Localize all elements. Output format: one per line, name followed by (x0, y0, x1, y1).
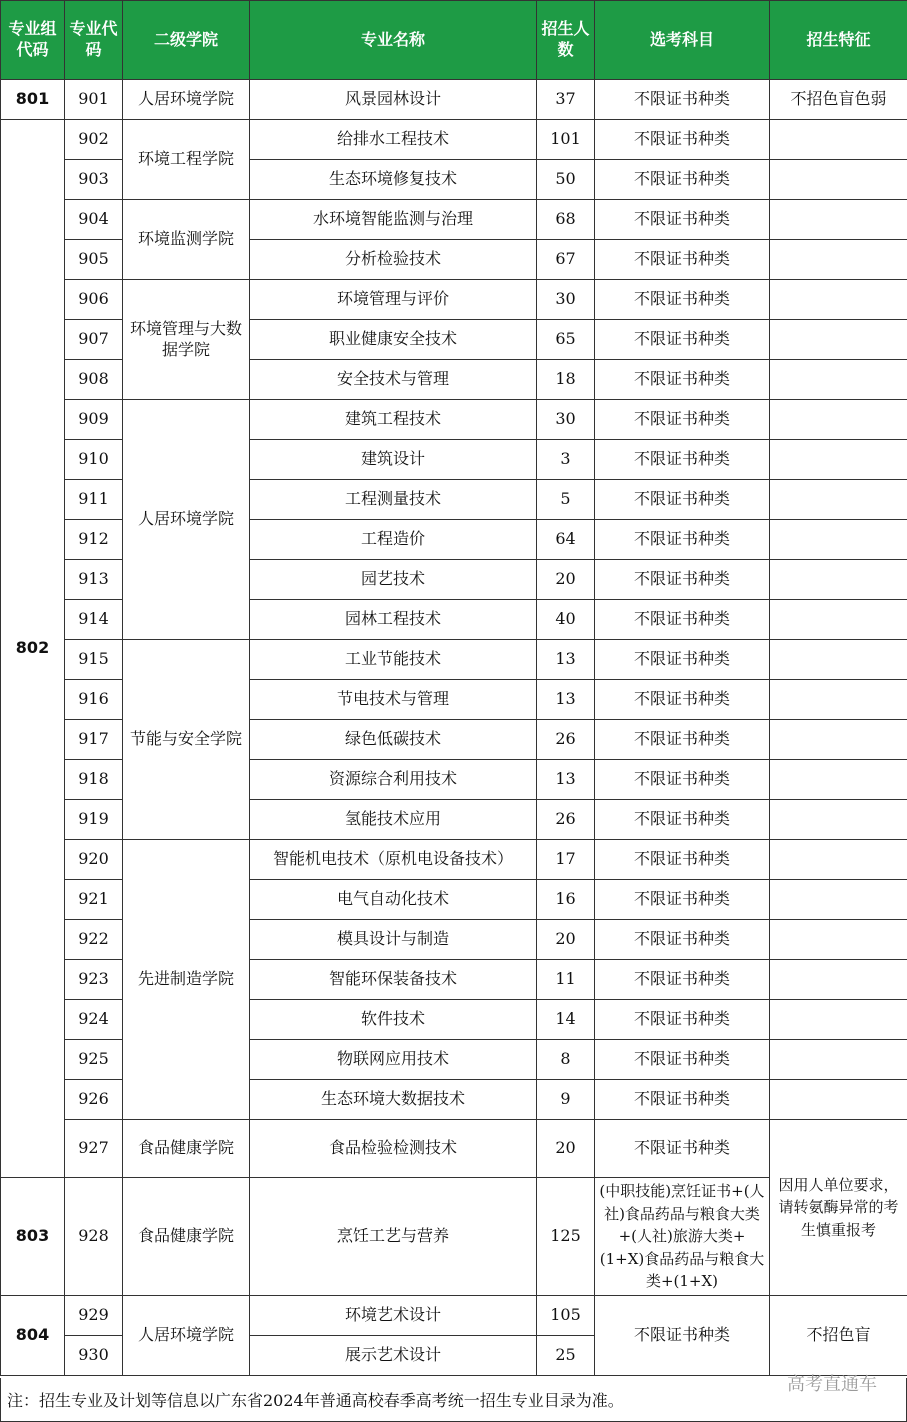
enrollment: 8 (537, 1040, 595, 1080)
feature (770, 320, 907, 360)
enrollment: 9 (537, 1080, 595, 1120)
enrollment: 30 (537, 280, 595, 320)
major-name: 职业健康安全技术 (250, 320, 537, 360)
major-name: 模具设计与制造 (250, 920, 537, 960)
feature (770, 560, 907, 600)
header-group-code: 专业组代码 (1, 1, 65, 80)
major-code: 925 (65, 1040, 123, 1080)
major-code: 907 (65, 320, 123, 360)
enrollment: 16 (537, 880, 595, 920)
major-name: 建筑工程技术 (250, 400, 537, 440)
major-name: 生态环境修复技术 (250, 160, 537, 200)
major-code: 922 (65, 920, 123, 960)
feature (770, 400, 907, 440)
feature (770, 600, 907, 640)
subject: 不限证书种类 (595, 1040, 770, 1080)
major-code: 924 (65, 1000, 123, 1040)
subject: 不限证书种类 (595, 240, 770, 280)
feature (770, 760, 907, 800)
major-name: 分析检验技术 (250, 240, 537, 280)
major-name: 烹饪工艺与营养 (250, 1178, 537, 1296)
feature: 不招色盲色弱 (770, 80, 907, 120)
feature (770, 520, 907, 560)
subject: 不限证书种类 (595, 1080, 770, 1120)
feature (770, 240, 907, 280)
enrollment: 11 (537, 960, 595, 1000)
major-name: 水环境智能监测与治理 (250, 200, 537, 240)
college: 食品健康学院 (123, 1178, 250, 1296)
feature (770, 720, 907, 760)
college: 环境管理与大数据学院 (123, 280, 250, 400)
feature (770, 120, 907, 160)
major-code: 903 (65, 160, 123, 200)
subject: 不限证书种类 (595, 280, 770, 320)
major-name: 物联网应用技术 (250, 1040, 537, 1080)
major-name: 工程测量技术 (250, 480, 537, 520)
major-name: 园林工程技术 (250, 600, 537, 640)
header-feature: 招生特征 (770, 1, 907, 80)
major-code: 909 (65, 400, 123, 440)
major-code: 904 (65, 200, 123, 240)
major-code: 926 (65, 1080, 123, 1120)
major-name: 园艺技术 (250, 560, 537, 600)
enrollment: 13 (537, 680, 595, 720)
major-name: 工程造价 (250, 520, 537, 560)
subject: 不限证书种类 (595, 880, 770, 920)
group-code: 802 (1, 120, 65, 1178)
feature (770, 480, 907, 520)
subject: 不限证书种类 (595, 1000, 770, 1040)
major-code: 906 (65, 280, 123, 320)
enrollment: 101 (537, 120, 595, 160)
major-name: 电气自动化技术 (250, 880, 537, 920)
subject: 不限证书种类 (595, 360, 770, 400)
feature (770, 1000, 907, 1040)
enrollment: 64 (537, 520, 595, 560)
footnote: 注：招生专业及计划等信息以广东省2024年普通高校春季高考统一招生专业目录为准。 (0, 1378, 907, 1422)
feature (770, 1080, 907, 1120)
enrollment: 65 (537, 320, 595, 360)
major-code: 910 (65, 440, 123, 480)
major-code: 902 (65, 120, 123, 160)
enrollment: 105 (537, 1296, 595, 1336)
college: 食品健康学院 (123, 1120, 250, 1178)
major-code: 901 (65, 80, 123, 120)
subject: 不限证书种类 (595, 560, 770, 600)
table-row (1, 80, 907, 120)
table-row (1, 280, 907, 320)
enrollment: 13 (537, 760, 595, 800)
major-code: 918 (65, 760, 123, 800)
major-code: 928 (65, 1178, 123, 1296)
subject: 不限证书种类 (595, 520, 770, 560)
major-code: 930 (65, 1336, 123, 1376)
subject: 不限证书种类 (595, 80, 770, 120)
feature (770, 840, 907, 880)
feature (770, 960, 907, 1000)
major-code: 919 (65, 800, 123, 840)
feature (770, 800, 907, 840)
enrollment: 13 (537, 640, 595, 680)
feature (770, 880, 907, 920)
major-code: 905 (65, 240, 123, 280)
major-name: 生态环境大数据技术 (250, 1080, 537, 1120)
major-name: 风景园林设计 (250, 80, 537, 120)
subject: 不限证书种类 (595, 640, 770, 680)
major-name: 建筑设计 (250, 440, 537, 480)
subject: 不限证书种类 (595, 720, 770, 760)
feature (770, 640, 907, 680)
feature (770, 360, 907, 400)
major-name: 绿色低碳技术 (250, 720, 537, 760)
group-code: 801 (1, 80, 65, 120)
enrollment: 50 (537, 160, 595, 200)
table-row (1, 640, 907, 680)
header-college: 二级学院 (123, 1, 250, 80)
college: 环境监测学院 (123, 200, 250, 280)
major-code: 914 (65, 600, 123, 640)
feature (770, 200, 907, 240)
header-enrollment: 招生人数 (537, 1, 595, 80)
college: 人居环境学院 (123, 400, 250, 640)
enrollment: 18 (537, 360, 595, 400)
feature (770, 920, 907, 960)
major-code: 920 (65, 840, 123, 880)
major-code: 912 (65, 520, 123, 560)
subject: 不限证书种类 (595, 600, 770, 640)
subject: 不限证书种类 (595, 840, 770, 880)
enrollment: 3 (537, 440, 595, 480)
major-name: 智能机电技术（原机电设备技术） (250, 840, 537, 880)
enrollment: 20 (537, 560, 595, 600)
subject: 不限证书种类 (595, 800, 770, 840)
major-name: 氢能技术应用 (250, 800, 537, 840)
major-name: 工业节能技术 (250, 640, 537, 680)
table-row (1, 120, 907, 160)
college: 环境工程学院 (123, 120, 250, 200)
major-code: 923 (65, 960, 123, 1000)
feature (770, 440, 907, 480)
enrollment: 20 (537, 920, 595, 960)
feature (770, 1040, 907, 1080)
enrollment: 17 (537, 840, 595, 880)
subject: 不限证书种类 (595, 920, 770, 960)
group-code: 803 (1, 1178, 65, 1296)
major-name: 资源综合利用技术 (250, 760, 537, 800)
enrollment: 40 (537, 600, 595, 640)
table-row (1, 1296, 907, 1336)
subject: 不限证书种类 (595, 320, 770, 360)
feature (770, 280, 907, 320)
table-row (1, 400, 907, 440)
major-name: 软件技术 (250, 1000, 537, 1040)
enrollment: 26 (537, 800, 595, 840)
feature: 不招色盲 (770, 1296, 907, 1376)
subject: 不限证书种类 (595, 160, 770, 200)
college: 节能与安全学院 (123, 640, 250, 840)
feature: 因用人单位要求，请转氨酶异常的考生慎重报考 (770, 1120, 907, 1296)
subject: 不限证书种类 (595, 400, 770, 440)
major-code: 927 (65, 1120, 123, 1178)
enrollment: 37 (537, 80, 595, 120)
subject: 不限证书种类 (595, 680, 770, 720)
header-major-code: 专业代码 (65, 1, 123, 80)
enrollment: 68 (537, 200, 595, 240)
subject: 不限证书种类 (595, 200, 770, 240)
enrollment: 25 (537, 1336, 595, 1376)
major-name: 环境管理与评价 (250, 280, 537, 320)
major-name: 展示艺术设计 (250, 1336, 537, 1376)
enrollment: 5 (537, 480, 595, 520)
subject: 不限证书种类 (595, 440, 770, 480)
major-name: 食品检验检测技术 (250, 1120, 537, 1178)
major-code: 911 (65, 480, 123, 520)
header-row (1, 1, 907, 80)
major-code: 921 (65, 880, 123, 920)
group-code: 804 (1, 1296, 65, 1376)
major-code: 908 (65, 360, 123, 400)
header-subject: 选考科目 (595, 1, 770, 80)
table-row (1, 840, 907, 880)
major-code: 916 (65, 680, 123, 720)
major-name: 给排水工程技术 (250, 120, 537, 160)
enrollment: 125 (537, 1178, 595, 1296)
subject: 不限证书种类 (595, 960, 770, 1000)
enrollment: 30 (537, 400, 595, 440)
college: 人居环境学院 (123, 1296, 250, 1376)
table-row (1, 1120, 907, 1178)
major-name: 安全技术与管理 (250, 360, 537, 400)
header-major-name: 专业名称 (250, 1, 537, 80)
enrollment: 67 (537, 240, 595, 280)
enrollment: 20 (537, 1120, 595, 1178)
watermark: 高考直通车 (787, 1374, 877, 1395)
subject: 不限证书种类 (595, 1296, 770, 1376)
college: 先进制造学院 (123, 840, 250, 1120)
major-code: 913 (65, 560, 123, 600)
subject: 不限证书种类 (595, 120, 770, 160)
enrollment: 26 (537, 720, 595, 760)
subject: 不限证书种类 (595, 480, 770, 520)
major-code: 917 (65, 720, 123, 760)
major-name: 智能环保装备技术 (250, 960, 537, 1000)
subject: 不限证书种类 (595, 1120, 770, 1178)
major-code: 915 (65, 640, 123, 680)
major-code: 929 (65, 1296, 123, 1336)
college: 人居环境学院 (123, 80, 250, 120)
major-name: 节电技术与管理 (250, 680, 537, 720)
major-name: 环境艺术设计 (250, 1296, 537, 1336)
subject: (中职技能)烹饪证书+(人社)食品药品与粮食大类+(人社)旅游大类+(1+X)食品药品与粮食大类+(1+X) (595, 1178, 770, 1296)
feature (770, 160, 907, 200)
table-row (1, 200, 907, 240)
subject: 不限证书种类 (595, 760, 770, 800)
feature (770, 680, 907, 720)
enrollment: 14 (537, 1000, 595, 1040)
